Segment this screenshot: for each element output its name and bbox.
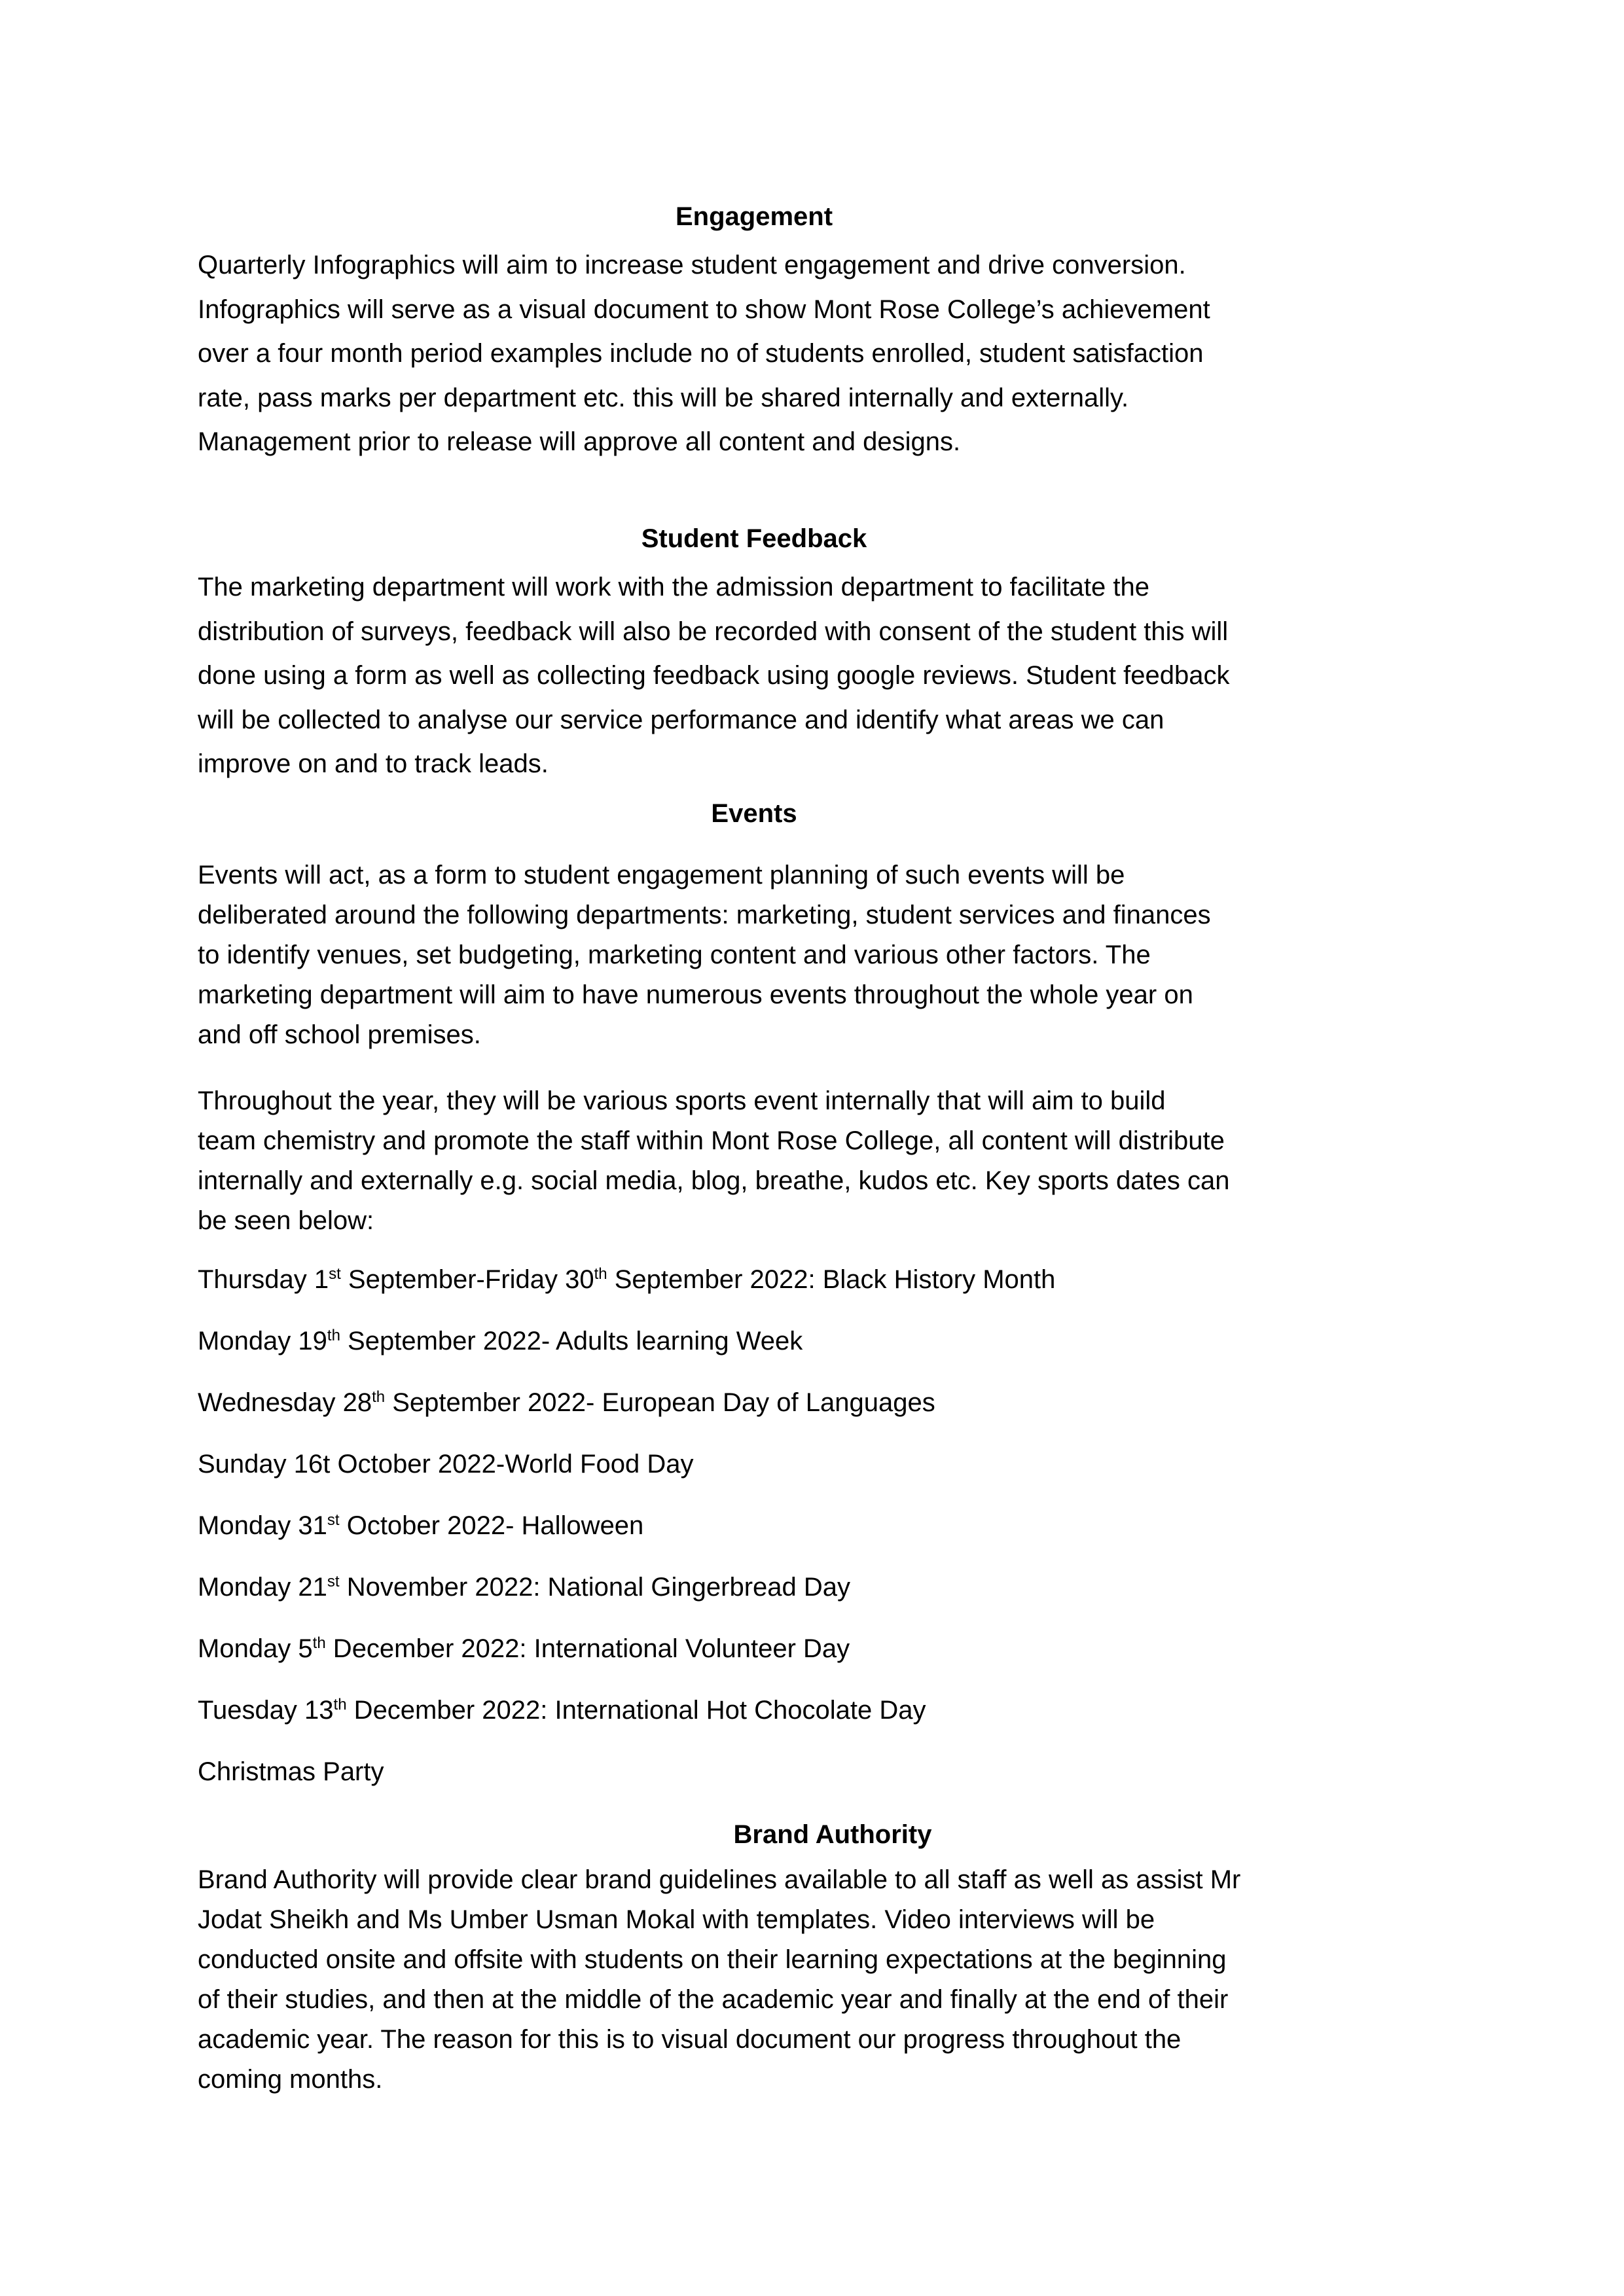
paragraph-events-planning <box>198 855 1310 1055</box>
date-item: Tuesday 13th December 2022: International Hot Chocolate Day <box>198 1696 926 1725</box>
text-line: Throughout the year, they will be various sports event internally that will aim to build <box>198 1086 1166 1115</box>
paragraph-brand-authority <box>198 1860 1310 2100</box>
text-line: marketing department will aim to have numerous events throughout the whole year on <box>198 980 1193 1009</box>
text-line: Infographics will serve as a visual document to show Mont Rose College’s achievement <box>198 295 1210 324</box>
date-item: Thursday 1st September-Friday 30th September 2022: Black History Month <box>198 1265 1056 1294</box>
text-line: Events will act, as a form to student engagement planning of such events will be <box>198 861 1125 889</box>
text-line: be seen below: <box>198 1206 374 1235</box>
text-line: team chemistry and promote the staff within Mont Rose College, all content will distribute <box>198 1126 1225 1155</box>
date-item: Monday 31st October 2022- Halloween <box>198 1511 644 1540</box>
date-item: Monday 21st November 2022: National Gingerbread Day <box>198 1573 851 1602</box>
heading-events: Events <box>711 799 797 828</box>
text-line: deliberated around the following departments: marketing, student services and finances <box>198 901 1211 929</box>
text-line: Management prior to release will approve all content and designs. <box>198 427 961 457</box>
text-line: coming months. <box>198 2065 383 2094</box>
text-line: done using a form as well as collecting feedback using google reviews. Student feedback <box>198 661 1230 691</box>
date-item: Monday 5th December 2022: International Volunteer Day <box>198 1634 850 1663</box>
date-item: Sunday 16t October 2022-World Food Day <box>198 1450 694 1479</box>
text-line: The marketing department will work with the admission department to facilitate the <box>198 573 1150 601</box>
text-line: over a four month period examples include no of students enrolled, student satisfaction <box>198 339 1204 368</box>
date-item: Wednesday 28th September 2022- European Day of Languages <box>198 1388 935 1417</box>
date-item: Christmas Party <box>198 1757 384 1786</box>
paragraph-events-sports <box>198 1081 1310 1241</box>
text-line: conducted onsite and offsite with students on their learning expectations at the beginning <box>198 1945 1227 1974</box>
paragraph-student-feedback <box>198 565 1310 787</box>
text-line: to identify venues, set budgeting, marketing content and various other factors. The <box>198 941 1151 969</box>
text-line: and off school premises. <box>198 1020 481 1049</box>
heading-engagement: Engagement <box>675 202 833 231</box>
heading-student-feedback: Student Feedback <box>641 524 867 553</box>
date-item: Monday 19th September 2022- Adults learning Week <box>198 1327 803 1355</box>
text-line: of their studies, and then at the middle of the academic year and finally at the end of their <box>198 1985 1229 2014</box>
heading-brand-authority: Brand Authority <box>733 1820 932 1849</box>
text-line: distribution of surveys, feedback will also be recorded with consent of the student this will <box>198 617 1229 646</box>
text-line: internally and externally e.g. social media, blog, breathe, kudos etc. Key sports dates can <box>198 1166 1230 1195</box>
text-line: academic year. The reason for this is to visual document our progress throughout the <box>198 2025 1182 2054</box>
text-line: Brand Authority will provide clear brand guidelines available to all staff as well as assist Mr <box>198 1865 1241 1894</box>
text-line: Jodat Sheikh and Ms Umber Usman Mokal with templates. Video interviews will be <box>198 1905 1155 1934</box>
text-line: will be collected to analyse our service performance and identify what areas we can <box>198 705 1164 734</box>
text-line: Quarterly Infographics will aim to increase student engagement and drive conversion. <box>198 251 1186 279</box>
text-line: improve on and to track leads. <box>198 749 549 779</box>
text-line: rate, pass marks per department etc. this will be shared internally and externally. <box>198 383 1129 412</box>
paragraph-engagement <box>198 243 1310 465</box>
